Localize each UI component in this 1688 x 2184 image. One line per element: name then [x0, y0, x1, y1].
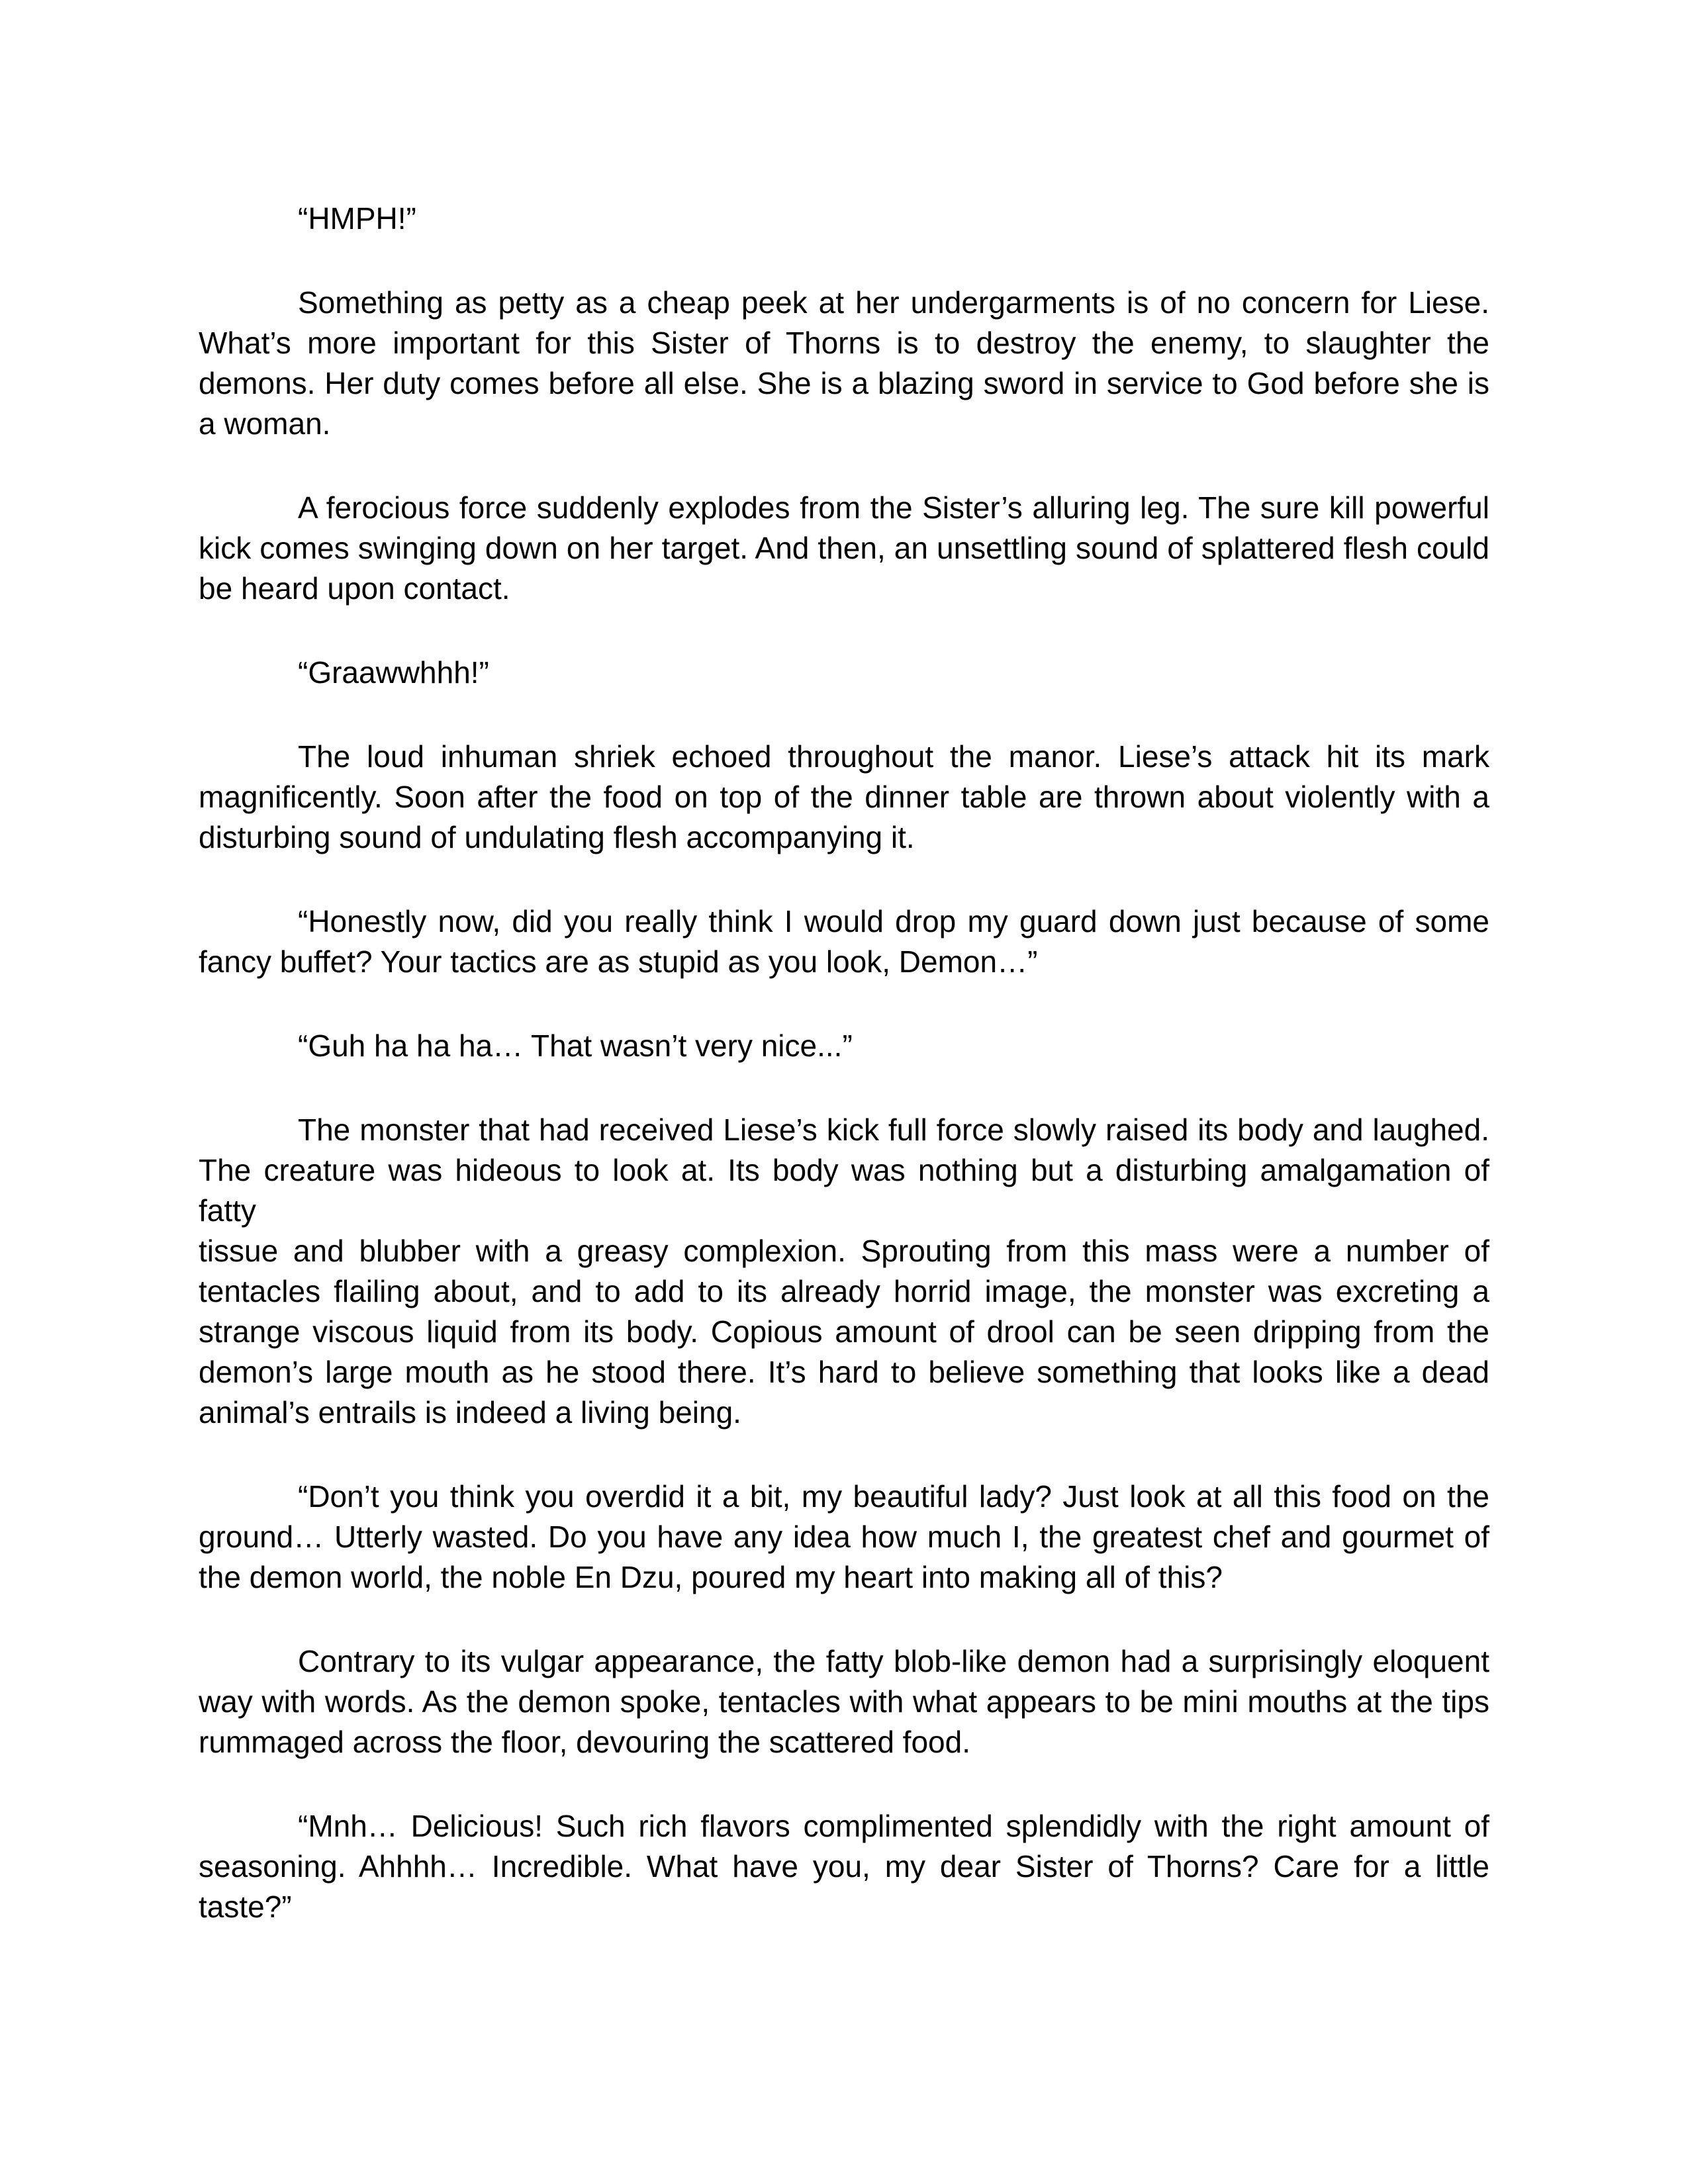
text-line: “Mnh… Delicious! Such rich flavors complimented splendidly with the right amount of [298, 1809, 1489, 1843]
text-line: demons. Her duty comes before all else. She is a blazing sword in service to God before she is [199, 366, 1489, 400]
paragraph [199, 901, 1489, 982]
text-line: animal’s entrails is indeed a living being. [199, 1395, 741, 1430]
text-line: seasoning. Ahhhh… Incredible. What have you, my dear Sister of Thorns? Care for a little [199, 1849, 1489, 1884]
document-page-content [199, 199, 1489, 1971]
text-line: tentacles flailing about, and to add to its already horrid image, the monster was excreting a [199, 1274, 1489, 1308]
text-line: taste?” [199, 1889, 292, 1924]
text-line: kick comes swinging down on her target. And then, an unsettling sound of splattered flesh could [199, 531, 1489, 565]
text-line: be heard upon contact. [199, 571, 510, 606]
paragraph [199, 737, 1489, 858]
text-line: “Don’t you think you overdid it a bit, my beautiful lady? Just look at all this food on the [298, 1479, 1489, 1514]
text-line: demon’s large mouth as he stood there. It’s hard to believe something that looks like a dead [199, 1355, 1489, 1389]
text-line: “Guh ha ha ha… That wasn’t very nice...” [298, 1028, 853, 1063]
paragraph [199, 1477, 1489, 1598]
text-line: fancy buffet? Your tactics are as stupid as you look, Demon…” [199, 944, 1038, 979]
text-line: Something as petty as a cheap peek at her undergarments is of no concern for Liese. [298, 285, 1489, 320]
text-line: A ferocious force suddenly explodes from the Sister’s alluring leg. The sure kill powerful [298, 490, 1489, 525]
text-line: strange viscous liquid from its body. Copious amount of drool can be seen dripping from the [199, 1314, 1489, 1349]
paragraph [199, 1641, 1489, 1762]
text-line: tissue and blubber with a greasy complexion. Sprouting from this mass were a number of [199, 1234, 1489, 1268]
paragraph [199, 1026, 1489, 1066]
text-line: a woman. [199, 406, 331, 441]
text-line: The creature was hideous to look at. Its body was nothing but a disturbing amalgamation of fatty [199, 1153, 1489, 1228]
text-line: Contrary to its vulgar appearance, the fatty blob-like demon had a surprisingly eloquent [298, 1644, 1489, 1678]
text-line: The monster that had received Liese’s kick full force slowly raised its body and laughed. [298, 1113, 1489, 1147]
text-line: “HMPH!” [298, 201, 416, 236]
text-line: way with words. As the demon spoke, tentacles with what appears to be mini mouths at the tips [199, 1684, 1489, 1719]
text-line: “Honestly now, did you really think I would drop my guard down just because of some [298, 904, 1489, 938]
text-line: ground… Utterly wasted. Do you have any idea how much I, the greatest chef and gourmet of [199, 1520, 1489, 1554]
paragraph [199, 1110, 1489, 1433]
paragraph [199, 653, 1489, 693]
text-line: “Graawwhhh!” [298, 655, 489, 690]
paragraph [199, 1806, 1489, 1927]
text-line: disturbing sound of undulating flesh accompanying it. [199, 820, 915, 854]
paragraph [199, 488, 1489, 609]
text-line: The loud inhuman shriek echoed throughout the manor. Liese’s attack hit its mark [298, 739, 1489, 774]
text-line: What’s more important for this Sister of Thorns is to destroy the enemy, to slaughter the [199, 326, 1489, 360]
paragraph [199, 199, 1489, 239]
paragraph [199, 283, 1489, 444]
text-line: the demon world, the noble En Dzu, poured my heart into making all of this? [199, 1560, 1223, 1594]
text-line: magnificently. Soon after the food on top of the dinner table are thrown about violently with a [199, 780, 1489, 814]
text-line: rummaged across the floor, devouring the scattered food. [199, 1725, 970, 1759]
